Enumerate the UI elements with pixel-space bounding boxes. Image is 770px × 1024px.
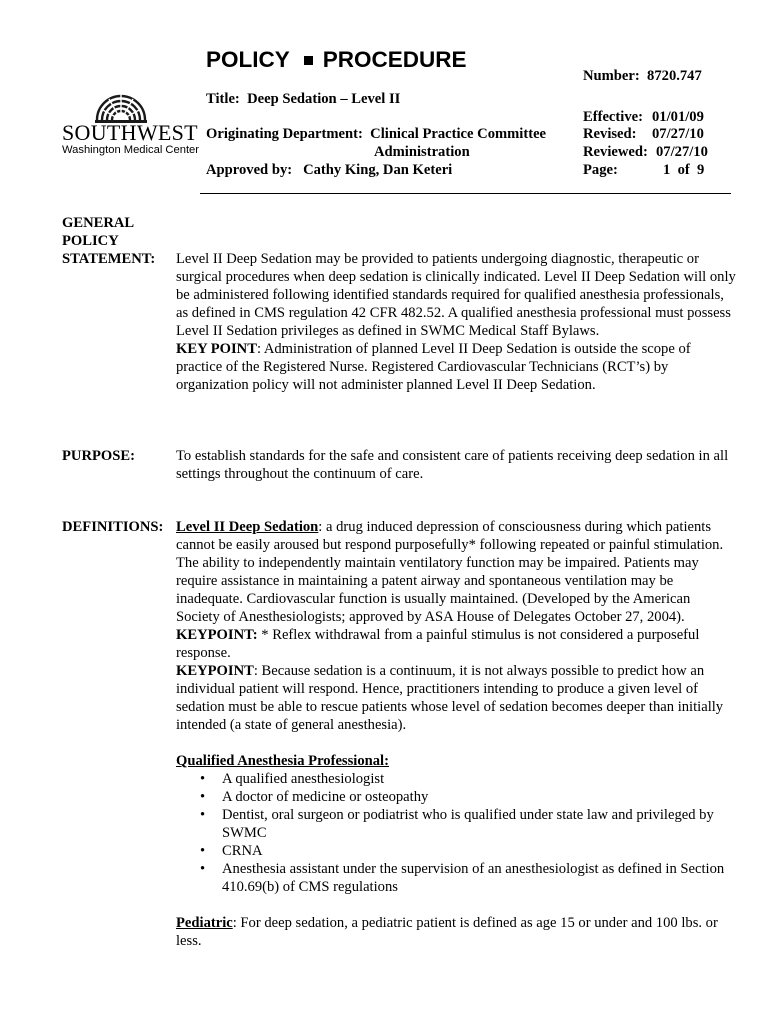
- effective-label: Effective:: [583, 109, 643, 125]
- reviewed-label: Reviewed:: [583, 144, 648, 160]
- purpose-label: PURPOSE:: [62, 448, 135, 464]
- policy-number: [583, 67, 702, 85]
- logo-name: SOUTHWEST: [62, 120, 198, 145]
- dept-value-2: Administration: [374, 144, 470, 160]
- general-label-2: POLICY: [62, 233, 119, 249]
- page-count: [583, 161, 704, 179]
- definition-text: : a drug induced depression of consciousness during which patients cannot be easily aroused but respond purposefully* following repeated or painful stimulation. The ability to independently maintain ventilatory function may be impaired. Patients may require assistance in maintaining a patent airway and spontaneous ventilation may be inadequate. Cardiovascular function is usually maintained. (Developed by the American Society of Anesthesiologists; approved by ASA House of Delegates October 27, 2004).: [176, 519, 724, 625]
- header-divider: [200, 193, 731, 194]
- list-item: • Dentist, oral surgeon or podiatrist who is qualified under state law and privileged by SWMC: [176, 806, 736, 842]
- doc-title-right: PROCEDURE: [322, 47, 467, 72]
- keypoint-2-text: : Because sedation is a continuum, it is not always possible to predict how an individual patient will respond. Hence, practitioners intending to produce a given level of sedation must be able to rescue patients whose level of sedation becomes deeper than initially intended (a state of general anesthesia).: [176, 663, 724, 733]
- list-item: • A qualified anesthesiologist: [176, 770, 736, 788]
- originating-department: [206, 125, 546, 143]
- definition-pediatric: [176, 914, 736, 950]
- approved-by: [206, 161, 452, 179]
- approved-value: Cathy King, Dan Keteri: [303, 162, 453, 178]
- revised-value: 07/27/10: [652, 126, 704, 142]
- document-type-title: [206, 46, 467, 74]
- title-value: Deep Sedation – Level II: [247, 91, 401, 107]
- general-policy-statement: [176, 250, 736, 394]
- number-label: Number:: [583, 68, 640, 84]
- title-label: Title:: [206, 91, 240, 107]
- list-item: • A doctor of medicine or osteopathy: [176, 788, 736, 806]
- general-label-1: GENERAL: [62, 215, 135, 231]
- square-bullet-icon: [304, 56, 313, 65]
- list-item: • Anesthesia assistant under the supervision of an anesthesiologist as defined in Section 410.69(b) of CMS regulations: [176, 860, 736, 896]
- definition-keypoint-2: [176, 662, 736, 734]
- qap-list: [176, 770, 736, 896]
- definitions-label: DEFINITIONS:: [62, 519, 164, 535]
- dept-value-1: Clinical Practice Committee: [370, 126, 547, 142]
- page-label: Page:: [583, 162, 618, 178]
- logo-icon: [92, 80, 150, 124]
- page-value: 1 of 9: [663, 162, 705, 178]
- general-label-3: STATEMENT:: [62, 251, 156, 267]
- list-item: • CRNA: [176, 842, 736, 860]
- effective-date: [583, 108, 704, 126]
- keypoint-text: : Administration of planned Level II Deep Sedation is outside the scope of practice of the Registered Nurse. Registered Cardiovascular Technicians (RCT’s) by organization policy will not administer planned Level II Deep Sedation.: [176, 341, 691, 393]
- keypoint-label: KEY POINT: [176, 341, 257, 357]
- reviewed-value: 07/27/10: [656, 144, 708, 160]
- definition-term: Level II Deep Sedation: [176, 519, 319, 535]
- pediatric-text: : For deep sedation, a pediatric patient is defined as age 15 or under and 100 lbs. or less.: [176, 915, 718, 949]
- general-paragraph: Level II Deep Sedation may be provided to patients undergoing diagnostic, therapeutic or surgical procedures when deep sedation is clinically indicated. Level II Deep Sedation will only be administered following identified standards required for qualified anesthesia professionals, as defined in CMS regulation 42 CFR 482.52. A qualified anesthesia professional must possess Level II Sedation privileges as defined in SWMC Medical Staff Bylaws.: [176, 251, 736, 339]
- qap-heading-text: Qualified Anesthesia Professional:: [176, 753, 389, 769]
- purpose-section: [176, 447, 736, 483]
- general-keypoint: [176, 340, 736, 394]
- definition-keypoint-1: [176, 626, 736, 662]
- definition-deep-sedation: [176, 518, 736, 626]
- logo-subname: Washington Medical Center: [62, 144, 200, 156]
- keypoint-1-text: * Reflex withdrawal from a painful stimulus is not considered a purposeful response.: [176, 627, 700, 661]
- doc-title-left: POLICY: [206, 47, 290, 72]
- number-value: 8720.747: [647, 68, 702, 84]
- approved-label: Approved by:: [206, 162, 293, 178]
- keypoint-2-label: KEYPOINT: [176, 663, 254, 679]
- definitions-section: [176, 518, 736, 950]
- revised-label: Revised:: [583, 126, 637, 142]
- purpose-paragraph: To establish standards for the safe and consistent care of patients receiving deep sedation in all settings throughout the continuum of care.: [176, 448, 729, 482]
- qap-heading: [176, 752, 736, 770]
- reviewed-date: [583, 143, 708, 161]
- effective-value: 01/01/09: [652, 109, 704, 125]
- keypoint-1-label: KEYPOINT:: [176, 627, 258, 643]
- pediatric-term: Pediatric: [176, 915, 233, 931]
- revised-date: [583, 125, 704, 143]
- policy-title: [206, 90, 400, 108]
- dept-label: Originating Department:: [206, 126, 363, 142]
